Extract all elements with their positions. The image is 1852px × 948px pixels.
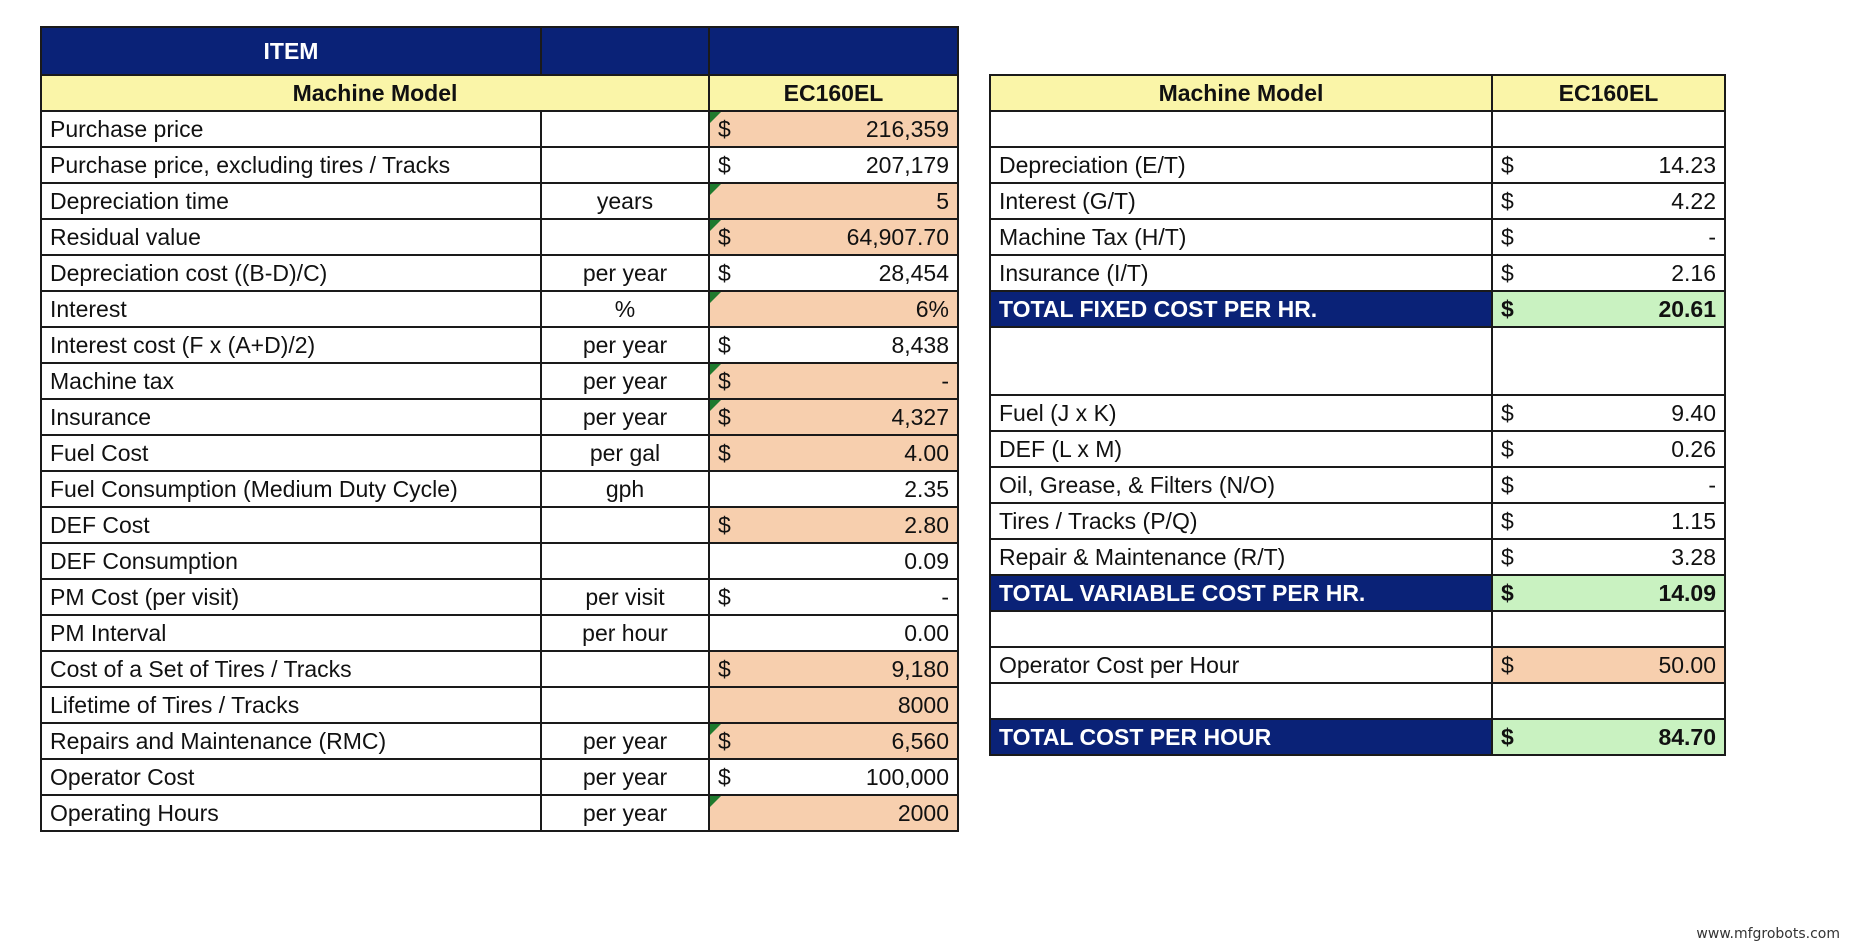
row-value-cell[interactable]	[709, 111, 958, 147]
value-wrapper	[1501, 468, 1716, 502]
row-label-cell[interactable]	[41, 255, 541, 291]
row-label-cell[interactable]	[41, 291, 541, 327]
row-label: Fuel Cost	[50, 439, 149, 466]
table-row	[41, 363, 958, 399]
row-label-cell[interactable]	[41, 795, 541, 831]
row-label-cell[interactable]	[41, 579, 541, 615]
row-label-cell[interactable]	[41, 759, 541, 795]
row-value: 2.80	[904, 511, 949, 538]
row-value: 14.23	[1658, 151, 1716, 178]
row-value: -	[1708, 471, 1716, 498]
value-wrapper	[718, 148, 949, 182]
row-label-cell[interactable]	[990, 647, 1492, 683]
value-wrapper	[718, 760, 949, 794]
row-value: 9.40	[1671, 399, 1716, 426]
row-value: 100,000	[865, 763, 949, 790]
row-value-cell[interactable]	[709, 363, 958, 399]
value-wrapper	[718, 400, 949, 434]
value-wrapper	[1501, 720, 1716, 754]
row-value: 6%	[915, 295, 949, 322]
table-row	[41, 399, 958, 435]
row-value-cell[interactable]	[1492, 111, 1725, 147]
row-value: 1.15	[1671, 507, 1716, 534]
row-label: DEF Consumption	[50, 547, 238, 574]
table-row	[41, 219, 958, 255]
row-value-cell[interactable]	[1492, 575, 1725, 611]
row-value-cell[interactable]	[1492, 539, 1725, 575]
row-value: 216,359	[865, 115, 949, 142]
row-label: Repair & Maintenance (R/T)	[999, 543, 1286, 570]
row-value: 28,454	[878, 259, 949, 286]
currency-symbol: $	[1501, 651, 1514, 678]
row-value-cell[interactable]	[709, 327, 958, 363]
value-wrapper	[718, 796, 949, 830]
table-row	[41, 795, 958, 831]
row-label: Machine tax	[50, 367, 175, 394]
item-header-row	[41, 27, 958, 75]
table-row	[990, 503, 1725, 539]
row-label-cell[interactable]	[990, 111, 1492, 147]
row-unit: per year	[582, 367, 668, 394]
row-unit: %	[614, 295, 636, 322]
row-label: Operator Cost per Hour	[999, 651, 1240, 678]
row-value: 64,907.70	[846, 223, 949, 250]
value-wrapper	[1501, 220, 1716, 254]
row-value-cell[interactable]	[709, 723, 958, 759]
row-unit-cell[interactable]	[541, 435, 709, 471]
row-label: Operator Cost	[50, 763, 195, 790]
row-label: Lifetime of Tires / Tracks	[50, 691, 300, 718]
value-wrapper	[718, 544, 949, 578]
row-value-cell[interactable]	[1492, 183, 1725, 219]
currency-symbol: $	[1501, 295, 1514, 322]
currency-symbol: $	[1501, 259, 1514, 286]
row-value-cell[interactable]	[1492, 431, 1725, 467]
row-label-cell[interactable]	[41, 363, 541, 399]
row-unit-cell[interactable]	[541, 147, 709, 183]
row-unit-cell[interactable]	[541, 687, 709, 723]
currency-symbol: $	[718, 727, 731, 754]
table-row	[990, 219, 1725, 255]
row-label: Operating Hours	[50, 799, 219, 826]
row-unit: per hour	[582, 619, 668, 646]
row-label: Fuel (J x K)	[999, 399, 1117, 426]
table-row	[41, 687, 958, 723]
value-wrapper	[718, 220, 949, 254]
row-label: PM Interval	[50, 619, 167, 646]
row-value: 4.00	[904, 439, 949, 466]
row-unit-cell[interactable]	[541, 111, 709, 147]
table-row	[41, 507, 958, 543]
item-header: ITEM	[263, 37, 319, 64]
row-value: 207,179	[865, 151, 949, 178]
model-header-row	[41, 75, 958, 111]
value-wrapper	[1501, 540, 1716, 574]
row-value: 2000	[897, 799, 949, 826]
row-label-cell[interactable]	[990, 719, 1492, 755]
row-label-cell[interactable]	[41, 399, 541, 435]
row-value-cell[interactable]	[709, 435, 958, 471]
row-label: Interest (G/T)	[999, 187, 1136, 214]
value-wrapper	[718, 508, 949, 542]
table-row	[990, 431, 1725, 467]
value-wrapper	[718, 724, 949, 758]
row-label-cell[interactable]	[990, 291, 1492, 327]
table-row	[990, 611, 1725, 647]
total-row	[990, 575, 1725, 611]
row-value: 6,560	[891, 727, 949, 754]
table-row	[990, 255, 1725, 291]
currency-symbol: $	[1501, 471, 1514, 498]
row-label: Repairs and Maintenance (RMC)	[50, 727, 387, 754]
row-label: TOTAL COST PER HOUR	[999, 723, 1272, 750]
row-unit: years	[596, 187, 654, 214]
row-label: DEF (L x M)	[999, 435, 1123, 462]
currency-symbol: $	[718, 331, 731, 358]
table-row	[41, 579, 958, 615]
table-row	[41, 471, 958, 507]
row-unit: per year	[582, 331, 668, 358]
row-unit: per year	[582, 763, 668, 790]
machine-model-value[interactable]: EC160EL	[1492, 75, 1725, 111]
table-row	[41, 111, 958, 147]
row-value: 4.22	[1671, 187, 1716, 214]
machine-model-label[interactable]: Machine Model	[41, 75, 709, 111]
row-label-cell[interactable]	[990, 147, 1492, 183]
row-label: Tires / Tracks (P/Q)	[999, 507, 1198, 534]
machine-model-label[interactable]: Machine Model	[990, 75, 1492, 111]
row-unit-cell[interactable]	[541, 795, 709, 831]
row-value-cell[interactable]	[1492, 683, 1725, 719]
table-row	[990, 183, 1725, 219]
row-value-cell[interactable]	[709, 795, 958, 831]
currency-symbol: $	[1501, 435, 1514, 462]
row-unit: per year	[582, 259, 668, 286]
row-label-cell[interactable]	[990, 611, 1492, 647]
table-row	[990, 147, 1725, 183]
currency-symbol: $	[718, 763, 731, 790]
row-value-cell[interactable]	[709, 399, 958, 435]
row-value: 20.61	[1658, 295, 1716, 322]
row-label: Interest	[50, 295, 127, 322]
row-unit-cell[interactable]	[541, 291, 709, 327]
row-unit-cell[interactable]	[541, 471, 709, 507]
row-label-cell[interactable]	[990, 395, 1492, 431]
table-row	[41, 147, 958, 183]
row-label: PM Cost (per visit)	[50, 583, 240, 610]
value-wrapper	[1501, 504, 1716, 538]
currency-symbol: $	[1501, 223, 1514, 250]
value-wrapper	[718, 328, 949, 362]
hourly-cost-summary-table	[989, 74, 1726, 756]
currency-symbol: $	[1501, 507, 1514, 534]
currency-symbol: $	[718, 511, 731, 538]
row-value-cell[interactable]	[709, 183, 958, 219]
row-label-cell[interactable]	[41, 147, 541, 183]
total-row	[990, 291, 1725, 327]
row-label-cell[interactable]	[41, 507, 541, 543]
row-unit-cell[interactable]	[541, 507, 709, 543]
row-value-cell[interactable]	[1492, 647, 1725, 683]
row-label: Depreciation time	[50, 187, 229, 214]
row-value-cell[interactable]	[1492, 395, 1725, 431]
table-row	[990, 327, 1725, 395]
row-label-cell[interactable]	[41, 111, 541, 147]
row-value: -	[941, 367, 949, 394]
row-label-cell[interactable]	[41, 327, 541, 363]
watermark-text: www.mfgrobots.com	[1696, 926, 1840, 942]
row-value: -	[1708, 223, 1716, 250]
row-label-cell[interactable]	[41, 687, 541, 723]
row-unit: per year	[582, 403, 668, 430]
value-wrapper	[1501, 432, 1716, 466]
row-unit: per year	[582, 727, 668, 754]
value-wrapper	[1501, 292, 1716, 326]
row-unit-cell[interactable]	[541, 399, 709, 435]
row-unit-cell[interactable]	[541, 651, 709, 687]
table-row	[41, 435, 958, 471]
row-label: Fuel Consumption (Medium Duty Cycle)	[50, 475, 458, 502]
row-label-cell[interactable]	[990, 255, 1492, 291]
row-label-cell[interactable]	[41, 219, 541, 255]
row-value-cell[interactable]	[709, 471, 958, 507]
value-wrapper	[718, 652, 949, 686]
table-row	[990, 647, 1725, 683]
row-unit-cell[interactable]	[541, 219, 709, 255]
row-label-cell[interactable]	[41, 435, 541, 471]
row-value: 8,438	[891, 331, 949, 358]
row-label-cell[interactable]	[41, 615, 541, 651]
row-unit: per visit	[585, 583, 665, 610]
value-wrapper	[1501, 256, 1716, 290]
summary-table-body	[990, 75, 1725, 755]
table-row	[990, 111, 1725, 147]
row-unit-cell[interactable]	[541, 759, 709, 795]
row-value: 2.35	[904, 475, 949, 502]
value-wrapper	[718, 184, 949, 218]
row-value-cell[interactable]	[709, 507, 958, 543]
row-label-cell[interactable]	[990, 219, 1492, 255]
row-value: 4,327	[891, 403, 949, 430]
row-unit-cell[interactable]	[541, 579, 709, 615]
total-row	[990, 719, 1725, 755]
row-value-cell[interactable]	[1492, 291, 1725, 327]
row-value-cell[interactable]	[709, 759, 958, 795]
table-row	[990, 467, 1725, 503]
row-label: TOTAL FIXED COST PER HR.	[999, 295, 1318, 322]
row-label-cell[interactable]	[990, 327, 1492, 395]
row-label-cell[interactable]	[990, 183, 1492, 219]
row-value: 0.00	[904, 619, 949, 646]
row-label: Oil, Grease, & Filters (N/O)	[999, 471, 1276, 498]
value-wrapper	[718, 112, 949, 146]
row-label: Residual value	[50, 223, 201, 250]
row-unit: per year	[582, 799, 668, 826]
machine-model-value[interactable]: EC160EL	[709, 75, 958, 111]
input-table-body	[41, 27, 958, 831]
row-label-cell[interactable]	[41, 471, 541, 507]
table-row	[41, 651, 958, 687]
row-value-cell[interactable]	[709, 219, 958, 255]
value-wrapper	[1501, 648, 1716, 682]
row-unit-cell[interactable]	[541, 543, 709, 579]
row-value-cell[interactable]	[709, 615, 958, 651]
row-label-cell[interactable]	[990, 467, 1492, 503]
row-unit: gph	[605, 475, 645, 502]
value-wrapper	[1501, 396, 1716, 430]
row-label-cell[interactable]	[990, 431, 1492, 467]
row-value: 50.00	[1658, 651, 1716, 678]
currency-symbol: $	[718, 403, 731, 430]
row-value-cell[interactable]	[1492, 503, 1725, 539]
row-label: Purchase price, excluding tires / Tracks	[50, 151, 451, 178]
row-label: DEF Cost	[50, 511, 150, 538]
row-label-cell[interactable]	[990, 683, 1492, 719]
row-label-cell[interactable]	[41, 183, 541, 219]
currency-symbol: $	[718, 115, 731, 142]
row-value-cell[interactable]	[709, 579, 958, 615]
value-wrapper	[718, 256, 949, 290]
row-value-cell[interactable]	[1492, 467, 1725, 503]
table-row	[990, 395, 1725, 431]
row-value-cell[interactable]	[1492, 611, 1725, 647]
row-value: 5	[936, 187, 949, 214]
row-unit: per gal	[589, 439, 661, 466]
value-wrapper	[1501, 684, 1716, 718]
currency-symbol: $	[1501, 543, 1514, 570]
row-label-cell[interactable]	[41, 723, 541, 759]
row-value: 84.70	[1658, 723, 1716, 750]
row-label-cell[interactable]	[990, 503, 1492, 539]
model-header-row	[990, 75, 1725, 111]
value-wrapper	[718, 436, 949, 470]
row-label: Interest cost (F x (A+D)/2)	[50, 331, 316, 358]
table-row	[41, 291, 958, 327]
table-row	[990, 683, 1725, 719]
row-unit-cell[interactable]	[541, 615, 709, 651]
row-label-cell[interactable]	[990, 539, 1492, 575]
row-value-cell[interactable]	[709, 291, 958, 327]
row-label: Machine Tax (H/T)	[999, 223, 1187, 250]
row-unit-cell[interactable]	[541, 327, 709, 363]
table-row	[41, 723, 958, 759]
header-blank-cell[interactable]	[709, 27, 958, 75]
row-label: Insurance (I/T)	[999, 259, 1149, 286]
table-row	[41, 255, 958, 291]
row-value: 0.09	[904, 547, 949, 574]
value-wrapper	[1501, 148, 1716, 182]
row-value-cell[interactable]	[1492, 219, 1725, 255]
row-value: 14.09	[1658, 579, 1716, 606]
machine-cost-input-table	[40, 26, 959, 832]
value-wrapper	[718, 580, 949, 614]
table-row	[990, 539, 1725, 575]
currency-symbol: $	[1501, 399, 1514, 426]
currency-symbol: $	[718, 655, 731, 682]
value-wrapper	[1501, 112, 1716, 146]
row-label: Depreciation cost ((B-D)/C)	[50, 259, 328, 286]
currency-symbol: $	[1501, 151, 1514, 178]
row-value: 3.28	[1671, 543, 1716, 570]
row-value: -	[941, 583, 949, 610]
row-value-cell[interactable]	[709, 651, 958, 687]
row-unit-cell[interactable]	[541, 363, 709, 399]
currency-symbol: $	[718, 439, 731, 466]
value-wrapper	[1501, 612, 1716, 646]
currency-symbol: $	[718, 223, 731, 250]
row-label-cell[interactable]	[990, 575, 1492, 611]
row-value-cell[interactable]	[709, 255, 958, 291]
value-wrapper	[718, 292, 949, 326]
header-blank-cell[interactable]	[541, 27, 709, 75]
value-wrapper	[718, 472, 949, 506]
value-wrapper	[1501, 328, 1716, 394]
value-wrapper	[1501, 576, 1716, 610]
row-value: 8000	[897, 691, 949, 718]
row-label: Purchase price	[50, 115, 204, 142]
currency-symbol: $	[718, 367, 731, 394]
row-label: Cost of a Set of Tires / Tracks	[50, 655, 352, 682]
currency-symbol: $	[718, 259, 731, 286]
value-wrapper	[718, 688, 949, 722]
table-row	[41, 543, 958, 579]
row-label-cell[interactable]	[41, 651, 541, 687]
currency-symbol: $	[718, 583, 731, 610]
row-value: 9,180	[891, 655, 949, 682]
row-value: 0.26	[1671, 435, 1716, 462]
currency-symbol: $	[1501, 187, 1514, 214]
row-label: TOTAL VARIABLE COST PER HR.	[999, 579, 1366, 606]
currency-symbol: $	[718, 151, 731, 178]
table-row	[41, 327, 958, 363]
row-unit-cell[interactable]	[541, 255, 709, 291]
row-label-cell[interactable]	[41, 543, 541, 579]
table-row	[41, 183, 958, 219]
value-wrapper	[1501, 184, 1716, 218]
row-label: Insurance	[50, 403, 152, 430]
row-value-cell[interactable]	[709, 687, 958, 723]
row-unit-cell[interactable]	[541, 183, 709, 219]
row-unit-cell[interactable]	[541, 723, 709, 759]
row-value-cell[interactable]	[1492, 147, 1725, 183]
value-wrapper	[718, 364, 949, 398]
row-value-cell[interactable]	[1492, 327, 1725, 395]
row-label: Depreciation (E/T)	[999, 151, 1186, 178]
table-row	[41, 759, 958, 795]
row-value-cell[interactable]	[1492, 719, 1725, 755]
currency-symbol: $	[1501, 723, 1514, 750]
row-value-cell[interactable]	[709, 543, 958, 579]
value-wrapper	[718, 616, 949, 650]
row-value: 2.16	[1671, 259, 1716, 286]
item-header-cell[interactable]	[41, 27, 541, 75]
currency-symbol: $	[1501, 579, 1514, 606]
row-value-cell[interactable]	[709, 147, 958, 183]
table-row	[41, 615, 958, 651]
row-value-cell[interactable]	[1492, 255, 1725, 291]
